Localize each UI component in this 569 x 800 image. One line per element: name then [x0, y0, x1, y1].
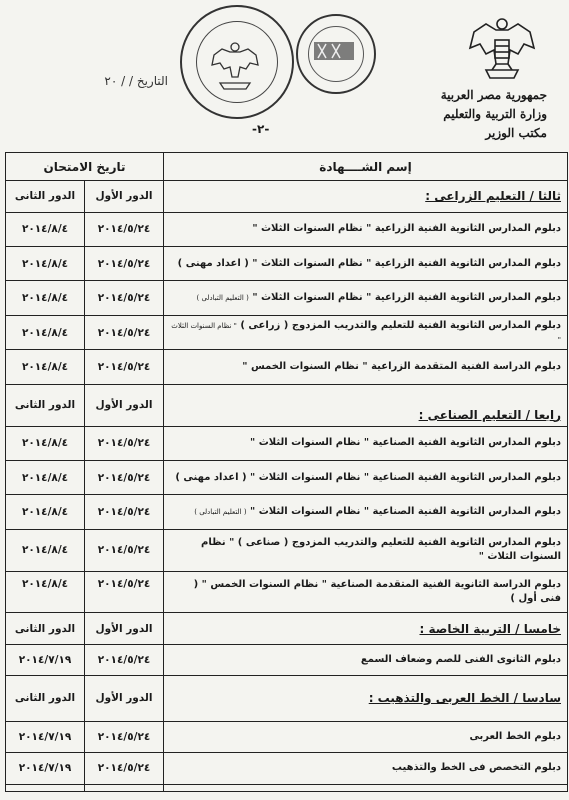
- certificate-name: دبلوم المدارس الثانوية الفنية للتعليم والتدريب المزدوج ( صناعى ) " نظام السنوات الثلاث ": [164, 529, 568, 571]
- postage-stamp-seal: [296, 14, 376, 94]
- table-row: [6, 495, 568, 529]
- second-round-date: ٢٠١٤/٧/١٩: [6, 721, 85, 752]
- table-row: [6, 460, 568, 494]
- first-round-date: ٢٠١٤/٥/٢٤: [85, 753, 164, 784]
- second-round-date: ٢٠١٤/٨/٤: [6, 350, 85, 384]
- second-round-date: ٢٠١٤/٨/٤: [6, 529, 85, 571]
- second-round-date: ٢٠١٤/٨/٤: [6, 281, 85, 315]
- table-row: [6, 350, 568, 384]
- section-header-row: [6, 676, 568, 722]
- first-round-label: الدور الأول: [85, 676, 164, 722]
- table-row: [6, 246, 568, 280]
- second-round-date: ٢٠١٤/٨/٤: [6, 571, 85, 613]
- certificate-name: دبلوم المدارس الثانوية الفنية الصناعية " نظام السنوات الثلاث " ( اعداد مهنى ): [164, 460, 568, 494]
- section-header-row: [6, 613, 568, 644]
- second-round-label: الدور الثانى: [6, 613, 85, 644]
- table-row: [6, 529, 568, 571]
- table-header-row: [6, 153, 568, 181]
- header-exam-date: تاريخ الامتحان: [6, 153, 164, 181]
- official-seal-stamp: [180, 5, 294, 119]
- first-round-date: ٢٠١٤/٥/٢٤: [85, 529, 164, 571]
- certificate-name: دبلوم المدارس الثانوية الفنية الصناعية " نظام السنوات الثلاث ": [164, 426, 568, 460]
- country-name: جمهورية مصر العربية: [440, 88, 547, 102]
- table-row: [6, 426, 568, 460]
- section-title: ثالثا / التعليم الزراعى :: [164, 181, 568, 212]
- first-round-date: ٢٠١٤/٥/٢٤: [85, 495, 164, 529]
- certificate-name: دبلوم المدارس الثانوية الفنية الزراعية " نظام السنوات الثلاث " ( اعداد مهنى ): [164, 246, 568, 280]
- table-row: [6, 212, 568, 246]
- second-round-date: ٢٠١٤/٧/١٩: [6, 644, 85, 675]
- second-round-label: الدور الثانى: [6, 181, 85, 212]
- page-number: -٢-: [252, 122, 270, 136]
- first-round-date: ٢٠١٤/٥/٢٤: [85, 281, 164, 315]
- second-round-label: الدور الثانى: [6, 384, 85, 426]
- first-round-label: الدور الأول: [85, 613, 164, 644]
- certificate-name: دبلوم المدارس الثانوية الفنية للتعليم والتدريب المزدوج ( زراعى ) " نظام السنوات الثلاث ": [164, 315, 568, 349]
- second-round-date: ٢٠١٤/٨/٤: [6, 426, 85, 460]
- first-round-date: ٢٠١٤/٥/٢٤: [85, 315, 164, 349]
- second-round-date: ٢٠١٤/٨/٤: [6, 315, 85, 349]
- table-bottom-row: [6, 784, 568, 791]
- section-title: خامسا / التربية الخاصة :: [164, 613, 568, 644]
- certificate-name: دبلوم الدراسة الثانوية الفنية المتقدمة الصناعية " نظام السنوات الخمس " ( فنى أول ): [164, 571, 568, 613]
- eagle-emblem-icon: [466, 14, 538, 92]
- section-title: سادسا / الخط العربى والتذهيب :: [164, 676, 568, 722]
- first-round-date: ٢٠١٤/٥/٢٤: [85, 212, 164, 246]
- certificate-name: دبلوم الدراسة الفنية المتقدمة الزراعية " نظام السنوات الخمس ": [164, 350, 568, 384]
- date-field: التاريخ / / ٢٠: [104, 74, 168, 88]
- first-round-date: ٢٠١٤/٥/٢٤: [85, 460, 164, 494]
- section-header-row: [6, 384, 568, 426]
- certificate-name: دبلوم التخصص فى الخط والتذهيب: [164, 753, 568, 784]
- first-round-label: الدور الأول: [85, 384, 164, 426]
- second-round-date: ٢٠١٤/٨/٤: [6, 246, 85, 280]
- certificate-name: دبلوم الخط العربى: [164, 721, 568, 752]
- first-round-date: ٢٠١٤/٥/٢٤: [85, 350, 164, 384]
- certificate-name: دبلوم المدارس الثانوية الفنية الزراعية " نظام السنوات الثلاث " ( التعليم التبادلى ): [164, 281, 568, 315]
- certificate-name: دبلوم المدارس الثانوية الفنية الصناعية " نظام السنوات الثلاث " ( التعليم التبادلى ): [164, 495, 568, 529]
- first-round-date: ٢٠١٤/٥/٢٤: [85, 644, 164, 675]
- certificate-note: " نظام السنوات الثلاث ": [171, 321, 561, 344]
- table-row: [6, 571, 568, 613]
- table-row: [6, 721, 568, 752]
- first-round-date: ٢٠١٤/٥/٢٤: [85, 246, 164, 280]
- second-round-date: ٢٠١٤/٨/٤: [6, 212, 85, 246]
- second-round-date: ٢٠١٤/٨/٤: [6, 495, 85, 529]
- first-round-date: ٢٠١٤/٥/٢٤: [85, 571, 164, 613]
- first-round-date: ٢٠١٤/٥/٢٤: [85, 721, 164, 752]
- table-row: [6, 315, 568, 349]
- certificate-name: دبلوم المدارس الثانوية الفنية الزراعية " نظام السنوات الثلاث ": [164, 212, 568, 246]
- ministry-name: وزارة التربية والتعليم: [443, 107, 547, 121]
- table-row: [6, 281, 568, 315]
- first-round-label: الدور الأول: [85, 181, 164, 212]
- second-round-label: الدور الثانى: [6, 676, 85, 722]
- first-round-date: ٢٠١٤/٥/٢٤: [85, 426, 164, 460]
- office-name: مكتب الوزير: [485, 126, 547, 140]
- header-certificate-name: إسم الشــــهادة: [164, 153, 568, 181]
- section-header-row: [6, 181, 568, 212]
- second-round-date: ٢٠١٤/٨/٤: [6, 460, 85, 494]
- section-title: رابعا / التعليم الصناعى :: [164, 384, 568, 426]
- exam-schedule-table: [5, 152, 568, 792]
- certificate-name: دبلوم الثانوى الفنى للصم وضعاف السمع: [164, 644, 568, 675]
- second-round-date: ٢٠١٤/٧/١٩: [6, 753, 85, 784]
- certificate-note: ( التعليم التبادلى ): [194, 508, 247, 517]
- letterhead: [441, 86, 547, 143]
- table-row: [6, 644, 568, 675]
- certificate-note: ( التعليم التبادلى ): [196, 294, 249, 303]
- table-row: [6, 753, 568, 784]
